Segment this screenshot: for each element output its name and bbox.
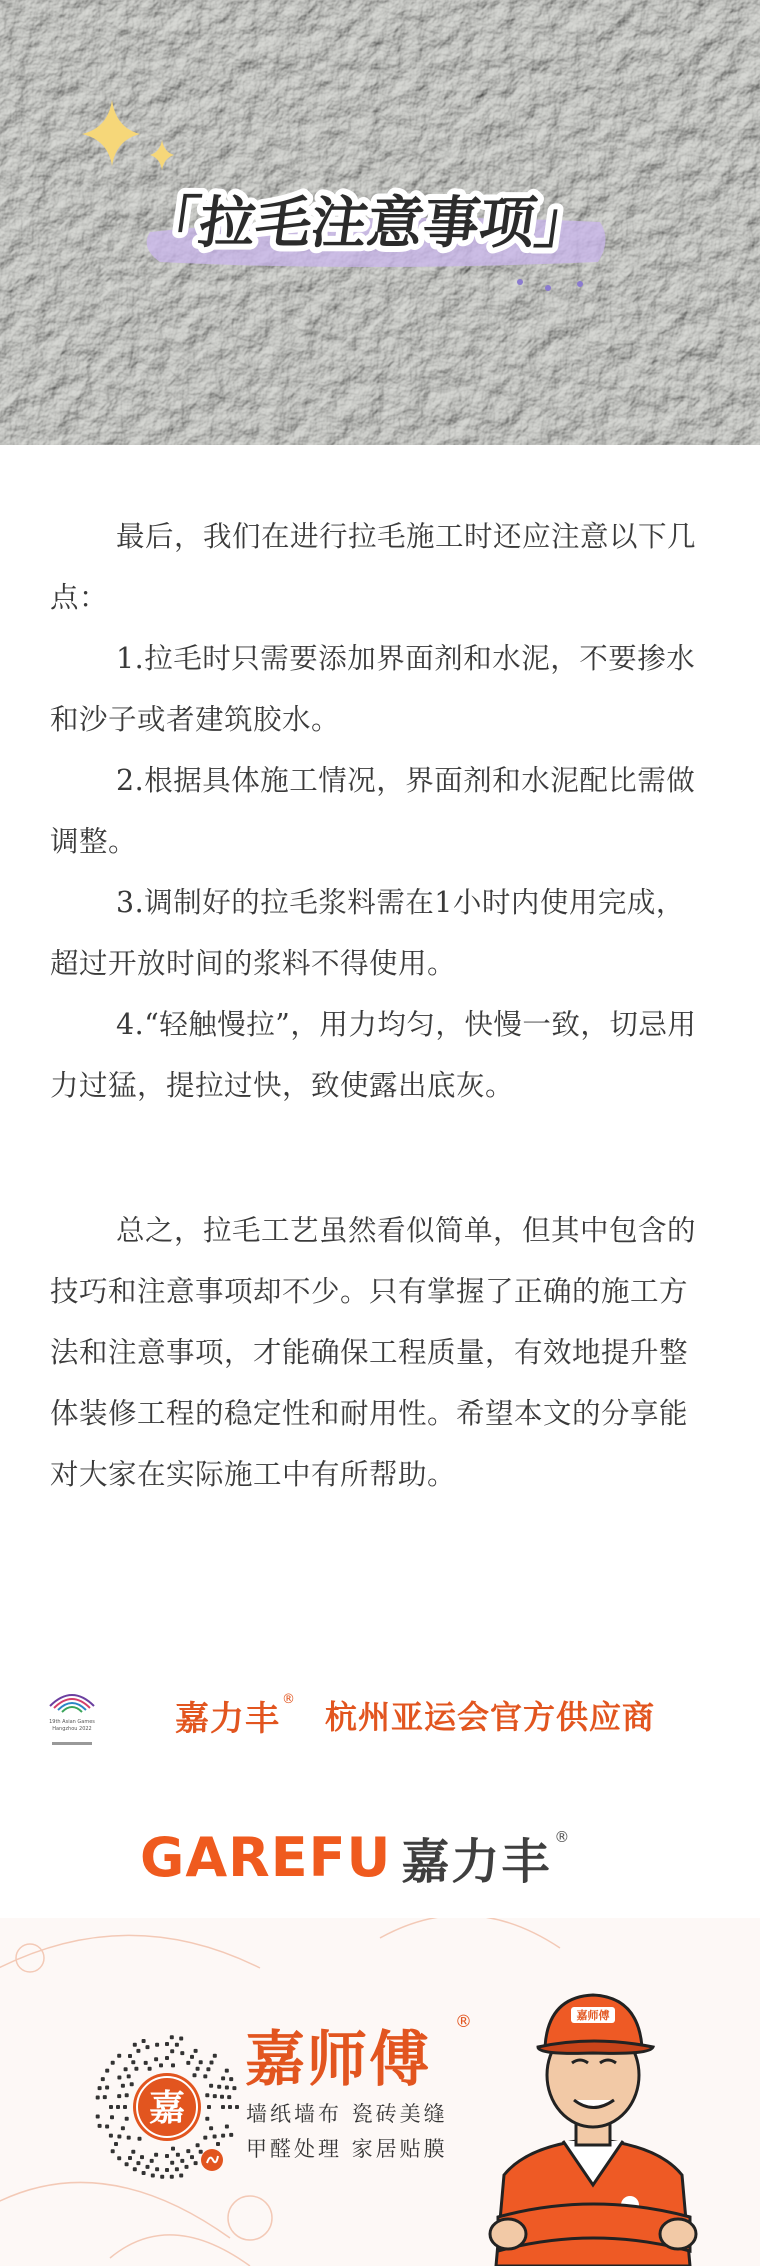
qr-dot [170, 2049, 174, 2053]
asian-games-logo [44, 1676, 100, 1752]
hero-banner [0, 0, 760, 445]
qr-dot [154, 2153, 158, 2157]
qr-dot [146, 2045, 150, 2049]
article-paragraph-point-2: 2.根据具体施工情况，界面剂和水泥配比需做调整。 [50, 764, 696, 858]
qr-dot [155, 2043, 159, 2047]
qr-dot [235, 2105, 239, 2109]
qr-dot [225, 2086, 229, 2090]
qr-dot [199, 2060, 203, 2064]
article-paragraph-point-3: 3.调制好的拉毛浆料需在1小时内使用完成，超过开放时间的浆料不得使用。 [50, 886, 685, 980]
qr-dot [193, 2073, 197, 2077]
qr-dot [127, 2136, 131, 2140]
article-paragraph-point-1: 1.拉毛时只需要添加界面剂和水泥，不要掺水和沙子或者建筑胶水。 [50, 642, 696, 736]
qr-dot [175, 2167, 179, 2171]
qr-dot [180, 2051, 184, 2055]
svg-text:Hangzhou 2022: Hangzhou 2022 [52, 1726, 92, 1732]
qr-dot [221, 2076, 225, 2080]
qr-dot [142, 2039, 146, 2043]
registered-mark: ® [282, 1692, 295, 1707]
qr-dot [121, 2084, 125, 2088]
qr-dot [144, 2061, 148, 2065]
qr-dot [125, 2162, 129, 2166]
qr-dot [165, 2154, 169, 2158]
qr-dot [155, 2167, 159, 2171]
qr-dot [176, 2153, 180, 2157]
svg-text:19th Asian Games: 19th Asian Games [49, 1719, 95, 1725]
qr-dot [125, 2117, 129, 2121]
hero-title: 「拉毛注意事项」 [138, 191, 596, 256]
qr-dot [123, 2105, 127, 2109]
qr-dot [194, 2049, 198, 2053]
jiashifu-title: 嘉师傅 [245, 2025, 431, 2095]
qr-dot [136, 2161, 140, 2165]
worker-mascot-illustration [468, 1955, 718, 2266]
qr-dot [110, 2115, 114, 2119]
qr-dot [171, 2063, 175, 2067]
brand-sponsor-row [175, 1690, 655, 1740]
cap-badge: 嘉师傅 [576, 2009, 610, 2022]
qr-dot [213, 2094, 217, 2098]
qr-dot [206, 2067, 210, 2071]
qr-dot [217, 2085, 221, 2089]
qr-dot [142, 2171, 146, 2175]
qr-dot [103, 2095, 107, 2099]
qr-dot [131, 2150, 135, 2154]
qr-dot [121, 2126, 125, 2130]
qr-dot [98, 2086, 102, 2090]
qr-dot [117, 2135, 121, 2139]
garefu-chinese-wordmark: 嘉力丰 [401, 1833, 552, 1890]
qr-dot [116, 2105, 120, 2109]
qr-dot [175, 2043, 179, 2047]
qr-dot [190, 2155, 194, 2159]
qr-dot [185, 2165, 189, 2169]
qr-dot [109, 2134, 113, 2138]
qr-dot [105, 2125, 109, 2129]
article-paragraph-point-4: 4.“轻触慢拉”，用力均匀，快慢一致，切忌用力过猛，提拉过快，致使露出底灰。 [50, 1008, 697, 1102]
qr-dot [194, 2161, 198, 2165]
qr-dot [199, 2150, 203, 2154]
qr-dot [170, 2161, 174, 2165]
qr-dot [114, 2142, 118, 2146]
qr-dot [159, 2063, 163, 2067]
hero-title-graphic [125, 170, 625, 280]
qr-dot [117, 2156, 121, 2160]
qr-dot [127, 2074, 131, 2078]
qr-dot [213, 2054, 217, 2058]
article-paragraph-conclusion: 总之，拉毛工艺虽然看似简单，但其中包含的技巧和注意事项却不少。只有掌握了正确的施工方法和注意事项，才能确保工程质量，有效地提升整体装修工程的稳定性和耐用性。希望本文的分享能对大家在实际施工中有所帮助。 [50, 1214, 697, 1491]
qr-dot [209, 2084, 213, 2088]
qr-dot [125, 2093, 129, 2097]
qr-dot [229, 2133, 233, 2137]
qr-dot [203, 2136, 207, 2140]
registered-mark: ® [455, 2012, 472, 2032]
qr-dot [205, 2117, 209, 2121]
qr-dot [165, 2168, 169, 2172]
qr-dot [148, 2067, 152, 2071]
qr-dot [216, 2142, 220, 2146]
qr-dot [130, 2082, 134, 2086]
qr-dot [210, 2061, 214, 2065]
qr-dot [209, 2126, 213, 2130]
qr-dot [146, 2165, 150, 2169]
qr-dot [205, 2093, 209, 2097]
qr-dot [170, 2035, 174, 2039]
qr-dot [131, 2060, 135, 2064]
qr-dot [128, 2156, 132, 2160]
qr-dot [227, 2095, 231, 2099]
qr-dot [207, 2105, 211, 2109]
qr-dot [140, 2155, 144, 2159]
qr-dot [228, 2105, 232, 2109]
qr-dot [105, 2069, 109, 2073]
qr-dot [232, 2086, 236, 2090]
mini-program-code[interactable] [92, 2032, 242, 2182]
qr-dot [165, 2056, 169, 2060]
qr-dot [165, 2042, 169, 2046]
qr-dot [225, 2125, 229, 2129]
qr-dot [128, 2054, 132, 2058]
registered-mark: ® [554, 1828, 570, 1846]
services-row-2: 甲醛处理 家居贴膜 [246, 2137, 448, 2161]
qr-dot [196, 2067, 200, 2071]
qr-dot [109, 2105, 113, 2109]
qr-dot [117, 2076, 121, 2080]
article-paragraph-intro: 最后，我们在进行拉毛施工时还应注意以下几点： [50, 520, 697, 614]
qr-dot [96, 2096, 100, 2100]
garefu-logo [140, 1822, 569, 1892]
qr-dot [213, 2135, 217, 2139]
qr-dot [150, 2159, 154, 2163]
qr-center-label: 嘉 [148, 2088, 186, 2129]
qr-dot [98, 2124, 102, 2128]
qr-dot [133, 2167, 137, 2171]
qr-dot [105, 2086, 109, 2090]
qr-dot [190, 2055, 194, 2059]
qr-dot [171, 2147, 175, 2151]
qr-dot [111, 2061, 115, 2065]
qr-dot [179, 2037, 183, 2041]
qr-dot [134, 2067, 138, 2071]
qr-dot [117, 2054, 121, 2058]
qr-dot [117, 2094, 121, 2098]
brand-name: 嘉力丰 [175, 1698, 280, 1739]
qr-dot [220, 2095, 224, 2099]
services-row-1: 墙纸墙布 瓷砖美缝 [246, 2102, 448, 2126]
qr-dot [186, 2061, 190, 2065]
qr-dot [96, 2115, 100, 2119]
qr-dot [196, 2143, 200, 2147]
qr-dot [124, 2067, 128, 2071]
qr-dot [138, 2137, 142, 2141]
qr-dot [203, 2074, 207, 2078]
qr-dot [160, 2175, 164, 2179]
qr-dot [186, 2149, 190, 2153]
qr-dot [229, 2077, 233, 2081]
qr-dot [170, 2175, 174, 2179]
garefu-latin-wordmark: GAREFU [140, 1825, 392, 1889]
mini-program-icon [201, 2149, 223, 2171]
qr-dot [154, 2057, 158, 2061]
qr-dot [221, 2134, 225, 2138]
qr-dot [221, 2105, 225, 2109]
qr-dot [111, 2149, 115, 2153]
sponsor-text: 杭州亚运会官方供应商 [325, 1698, 656, 1736]
qr-dot [133, 2043, 137, 2047]
qr-dot [179, 2174, 183, 2178]
qr-dot [151, 2174, 155, 2178]
qr-dot [101, 2077, 105, 2081]
qr-dot [136, 2049, 140, 2053]
qr-dot [180, 2159, 184, 2163]
qr-dot [225, 2069, 229, 2073]
